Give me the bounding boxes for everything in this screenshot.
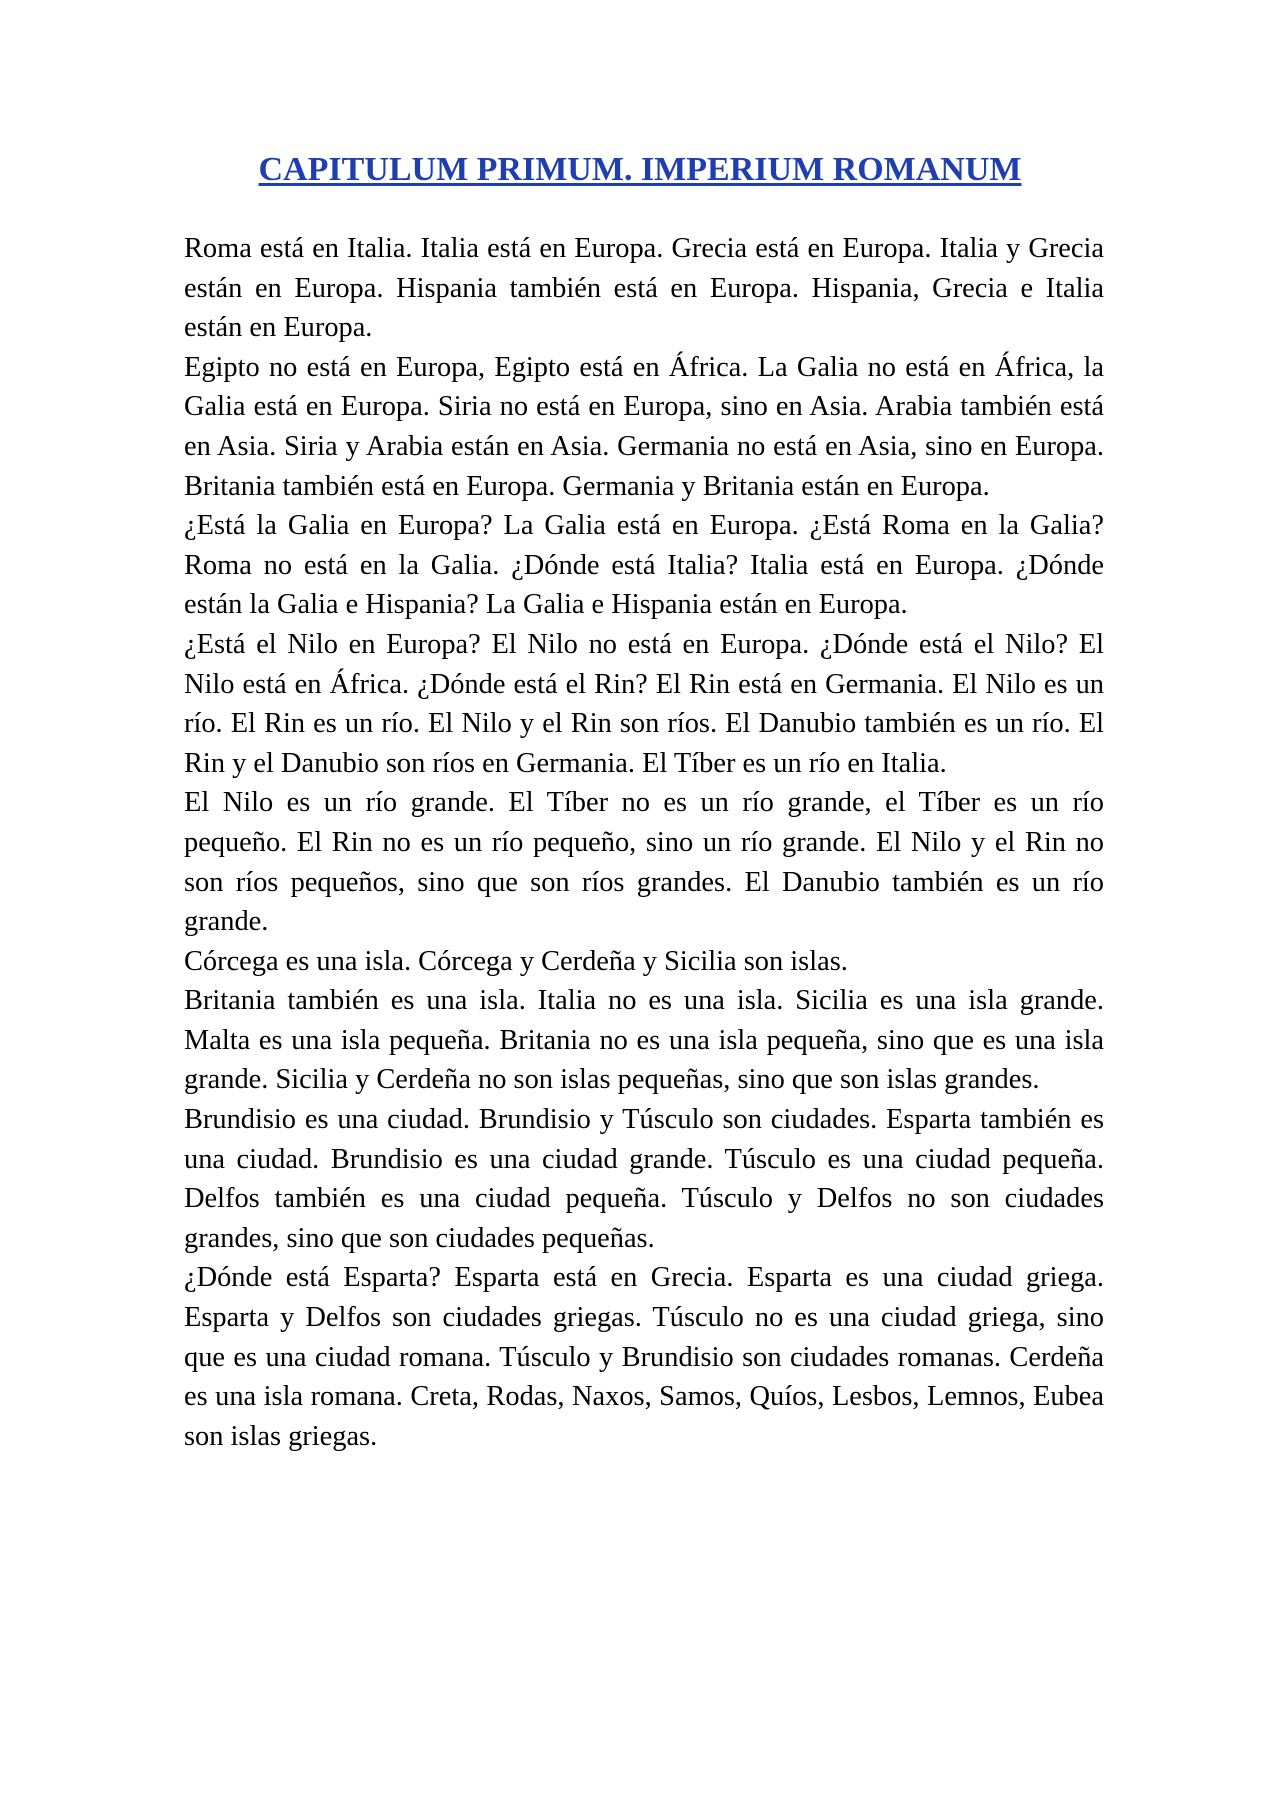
paragraph: Brundisio es una ciudad. Brundisio y Túsculo son ciudades. Esparta también es una ciudad. Brundisio es una ciudad grande. Túsculo es una ciudad pequeña. Delfos también es una ciudad pequeña. Túsculo y Delfos no son ciudades grandes, sino que son ciudades pequeñas. (184, 1104, 1104, 1254)
paragraph: ¿Dónde está Esparta? Esparta está en Grecia. Esparta es una ciudad griega. Esparta y Delfos son ciudades griegas. Túsculo no es una ciudad griega, sino que es una ciudad romana. Túsculo y Brundisio son ciudades romanas. Cerdeña es una isla romana. Creta, Rodas, Naxos, Samos, Quíos, Lesbos, Lemnos, Eubea son islas griegas. (184, 1262, 1104, 1452)
paragraph: Britania también es una isla. Italia no es una isla. Sicilia es una isla grande. Malta es una isla pequeña. Britania no es una isla pequeña, sino que es una isla grande. Sicilia y Cerdeña no son islas pequeñas, sino que son islas grandes. (184, 985, 1104, 1096)
paragraph: Egipto no está en Europa, Egipto está en África. La Galia no está en África, la Galia está en Europa. Siria no está en Europa, sino en Asia. Arabia también está en Asia. Siria y Arabia están en Asia. Germania no está en Asia, sino en Europa. Britania también está en Europa. Germania y Britania están en Europa. (184, 351, 1104, 502)
paragraph: ¿Está el Nilo en Europa? El Nilo no está en Europa. ¿Dónde está el Nilo? El Nilo está en África. ¿Dónde está el Rin? El Rin está en Germania. El Nilo es un río. El Rin es un río. El Nilo y el Rin son ríos. El Danubio también es un río. El Rin y el Danubio son ríos en Germania. El Tíber es un río en Italia. (184, 628, 1104, 779)
paragraph: Córcega es una isla. Córcega y Cerdeña y Sicilia son islas. (184, 945, 848, 977)
paragraph: El Nilo es un río grande. El Tíber no es un río grande, el Tíber es un río pequeño. El Rin no es un río pequeño, sino un río grande. El Nilo y el Rin no son ríos pequeños, sino que son ríos grandes. El Danubio también es un río grande. (184, 787, 1104, 938)
paragraph: Roma está en Italia. Italia está en Europa. Grecia está en Europa. Italia y Grecia están en Europa. Hispania también está en Europa. Hispania, Grecia e Italia están en Europa. (184, 233, 1104, 344)
chapter-title: CAPITULUM PRIMUM. IMPERIUM ROMANUM (258, 151, 1022, 188)
paragraph: ¿Está la Galia en Europa? La Galia está en Europa. ¿Está Roma en la Galia? Roma no está en la Galia. ¿Dónde está Italia? Italia está en Europa. ¿Dónde están la Galia e Hispania? La Galia e Hispania están en Europa. (184, 510, 1104, 621)
document-body (184, 229, 1104, 1456)
